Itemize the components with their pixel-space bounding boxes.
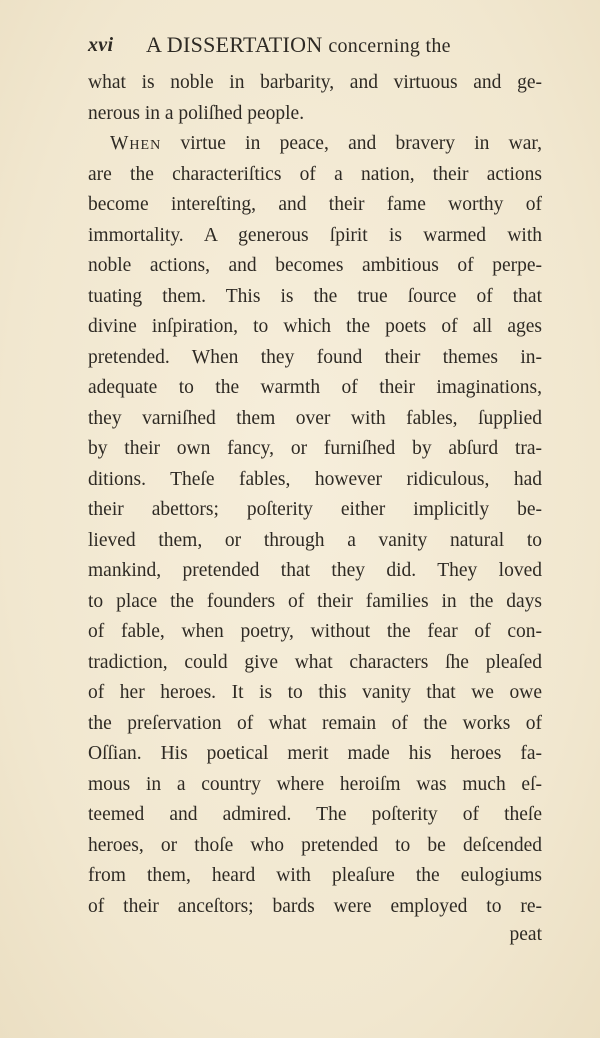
text-line: divine inſpiration, to which the poets of all ages <box>88 316 542 337</box>
text-line: of their anceſtors; bards were employed to re- <box>88 895 542 917</box>
text-line: are the characteriſtics of a nation, their actions <box>88 163 542 185</box>
running-header <box>88 30 543 62</box>
text-line: the preſervation of what remain of the works of <box>88 712 542 734</box>
text-line: of her heroes. It is to this vanity that we owe <box>88 682 542 703</box>
text-line: noble actions, and becomes ambitious of perpe- <box>88 255 542 276</box>
text-line: tuating them. This is the true ſource of that <box>88 285 542 307</box>
text-line: mankind, pretended that they did. They loved <box>88 560 542 581</box>
text-line: mous in a country where heroiſm was much eſ- <box>88 773 542 795</box>
text-line: of fable, when poetry, without the fear of con- <box>88 621 542 642</box>
text-line: become intereſting, and their fame worthy of <box>88 194 542 215</box>
text-line: pretended. When they found their themes in- <box>88 346 542 368</box>
text-line: heroes, or thoſe who pretended to be deſcended <box>88 834 542 856</box>
running-title-caps: A DISSERTATION <box>146 32 323 57</box>
text-line: from them, heard with pleaſure the eulogiums <box>88 865 542 886</box>
page-number: xvi <box>88 34 114 56</box>
text-line: nerous in a poliſhed people. <box>88 102 305 124</box>
running-title <box>146 32 451 58</box>
text-line: they varniſhed them over with fables, ſupplied <box>88 407 542 429</box>
text-line: adequate to the warmth of their imaginations, <box>88 377 542 398</box>
text-line: teemed and admired. The poſterity of theſe <box>88 804 542 825</box>
text-line: Oſſian. His poetical merit made his heroes fa- <box>88 743 542 764</box>
text-line: lieved them, or through a vanity natural to <box>88 529 542 551</box>
text-line <box>88 129 542 160</box>
paragraph-opening-word: When <box>110 133 162 154</box>
text-line-remainder: virtue in peace, and bravery in war, <box>180 133 543 154</box>
text-line: what is noble in barbarity, and virtuous and ge- <box>88 72 542 93</box>
catchword: peat <box>509 924 542 945</box>
running-title-rest: concerning the <box>328 35 451 57</box>
text-line: ditions. Theſe fables, however ridiculous, had <box>88 468 542 490</box>
text-line: immortality. A generous ſpirit is warmed with <box>88 224 542 246</box>
text-line: to place the founders of their families in the days <box>88 590 542 612</box>
text-line: tradiction, could give what characters ſhe pleaſed <box>88 651 542 673</box>
text-line: their abettors; poſterity either implicitly be- <box>88 499 542 520</box>
body-text <box>88 68 542 922</box>
text-line: by their own fancy, or furniſhed by abſurd tra- <box>88 438 542 459</box>
